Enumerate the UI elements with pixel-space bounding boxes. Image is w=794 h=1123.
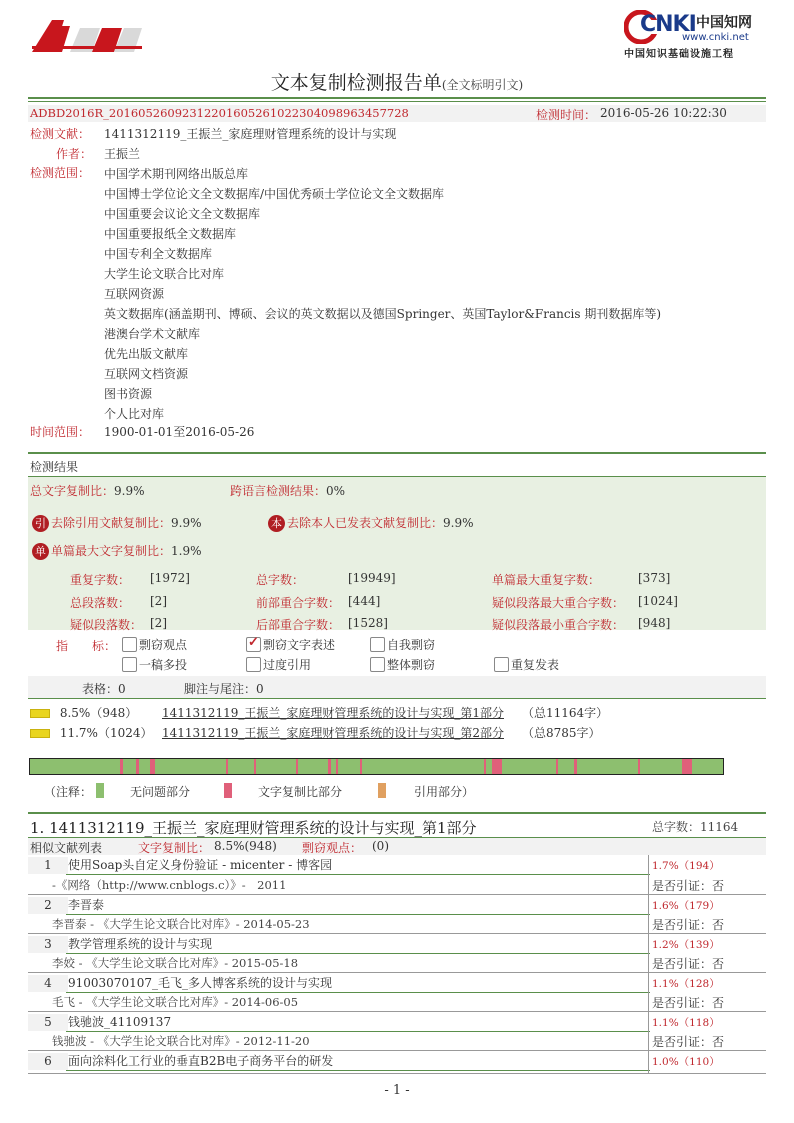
yin-icon: 引 — [32, 515, 49, 532]
cnki-logo — [624, 8, 764, 58]
indicator-text: 剽窃观点 — [139, 638, 188, 652]
copy-segment — [556, 759, 558, 774]
legend-ok-swatch — [96, 783, 104, 798]
copy-segment — [254, 759, 256, 774]
stat-label: 总字数： — [256, 573, 305, 587]
item-cite: 是否引证：否 — [652, 918, 725, 932]
header-divider — [28, 97, 766, 99]
checkbox[interactable] — [122, 637, 137, 652]
similar-item[interactable] — [28, 934, 766, 973]
indicator-text: 剽窃文字表述 — [263, 638, 336, 652]
cross-label: 跨语言检测结果： — [230, 484, 327, 498]
indicator-plag-view[interactable] — [122, 636, 187, 653]
stat-value: [1528] — [348, 616, 388, 630]
dan-label: 单篇最大文字复制比： — [51, 544, 172, 558]
time-label: 时间范围： — [30, 425, 91, 439]
stat-label: 总段落数： — [70, 596, 131, 610]
similar-item[interactable] — [28, 973, 766, 1012]
part-bar — [30, 729, 50, 738]
copy-segment — [682, 759, 692, 774]
indicator-text: 整体剽窃 — [387, 658, 436, 672]
scope-item: 个人比对库 — [104, 407, 165, 421]
check-time: 2016-05-26 10:22:30 — [600, 106, 727, 120]
page-number: - 1 - — [384, 1083, 410, 1098]
yin-value: 9.9% — [171, 516, 202, 530]
indicator-repeat-publish[interactable] — [494, 656, 559, 673]
legend-cite: 引用部分） — [414, 785, 475, 799]
checkbox[interactable] — [370, 657, 385, 672]
section1-total-words: 总字数：11164 — [652, 820, 739, 834]
item-cite: 是否引证：否 — [652, 996, 725, 1010]
copy-segment — [638, 759, 640, 774]
copy-segment — [136, 759, 139, 774]
copy-segment — [360, 759, 362, 774]
scope-item: 大学生论文联合比对库 — [104, 267, 225, 281]
scope-item: 英文数据库(涵盖期刊、博硕、会议的英文数据以及德国Springer、英国Taylor&Francis 期刊数据库等) — [104, 307, 662, 321]
copy-segment — [226, 759, 228, 774]
part-pct: 11.7%（1024） — [59, 726, 153, 740]
stat-label: 前部重合字数： — [256, 596, 341, 610]
cross-language-result — [230, 482, 345, 499]
stat-label: 疑似段落最大重合字数： — [492, 596, 625, 610]
item-number: 2 — [28, 897, 68, 914]
amlc-logo — [30, 18, 145, 54]
indicator-label: 指 标： — [56, 639, 117, 653]
item-number: 3 — [28, 936, 68, 953]
item-source: 李晋泰 - 《大学生论文联合比对库》- 2014-05-23 — [52, 917, 310, 931]
ben-icon: 本 — [268, 515, 285, 532]
yin-label: 去除引用文献复制比： — [51, 516, 172, 530]
cnki-cn-name: 中国知网 — [696, 15, 752, 31]
ben-value: 9.9% — [443, 516, 474, 530]
part-pct: 8.5%（948） — [59, 706, 138, 720]
item-cite: 是否引证：否 — [652, 1035, 725, 1049]
item-source: 毛飞 - 《大学生论文联合比对库》- 2014-06-05 — [52, 995, 299, 1009]
copy-segment — [484, 759, 486, 774]
part-link[interactable]: 1411312119_王振兰_家庭理财管理系统的设计与实现_第1部分 — [162, 706, 504, 720]
scope-label: 检测范围： — [30, 166, 91, 180]
doc-label: 检测文献： — [30, 127, 91, 141]
dan-icon: 单 — [32, 543, 49, 560]
item-number: 5 — [28, 1014, 68, 1031]
indicator-text: 一稿多投 — [139, 658, 188, 672]
section1-copy-label: 文字复制比： — [138, 841, 211, 855]
section1-copy-value: 8.5%(948) — [214, 839, 277, 853]
time-value: 1900-01-01至2016-05-26 — [104, 425, 255, 439]
checkbox-checked[interactable] — [246, 637, 261, 652]
item-title: 面向涂料化工行业的垂直B2B电子商务平台的研发 — [66, 1053, 650, 1071]
indicator-text: 重复发表 — [511, 658, 560, 672]
stat-label: 重复字数： — [70, 573, 131, 587]
indicator-text: 自我剽窃 — [387, 638, 436, 652]
stat-value: [1024] — [638, 594, 678, 608]
copy-segment — [336, 759, 338, 774]
item-title: 91003070107_毛飞_多人博客系统的设计与实现 — [66, 975, 650, 993]
similar-item[interactable] — [28, 1012, 766, 1051]
distribution-bar — [29, 758, 724, 775]
part-link[interactable]: 1411312119_王振兰_家庭理财管理系统的设计与实现_第2部分 — [162, 726, 504, 740]
cnki-url: www.cnki.net — [682, 32, 749, 43]
legend-cite-swatch — [378, 783, 386, 798]
legend-ok: 无问题部分 — [130, 785, 191, 799]
scope-item: 中国专利全文数据库 — [104, 247, 213, 261]
item-title: 教学管理系统的设计与实现 — [66, 936, 650, 954]
ben-label: 去除本人已发表文献复制比： — [287, 516, 444, 530]
report-id: ADBD2016R_20160526092312201605261022304098963457728 — [30, 106, 409, 120]
legend-copy-swatch — [224, 783, 232, 798]
scope-item: 优先出版文献库 — [104, 347, 189, 361]
report-title — [0, 68, 794, 95]
indicator-self-plag[interactable] — [370, 636, 435, 653]
checkbox[interactable] — [494, 657, 509, 672]
scope-item: 中国重要会议论文全文数据库 — [104, 207, 261, 221]
author-label: 作者： — [56, 147, 93, 161]
cnki-text: CNKI — [640, 12, 696, 37]
author-value: 王振兰 — [104, 147, 141, 161]
item-number: 4 — [28, 975, 68, 992]
cnki-slogan: 中国知识基础设施工程 — [624, 49, 734, 60]
part-row — [30, 704, 137, 721]
stat-value: [2] — [150, 594, 167, 608]
item-cite: 是否引证：否 — [652, 879, 725, 893]
item-pct: 1.7%（194） — [652, 860, 720, 872]
item-title: 钱驰波_41109137 — [66, 1014, 650, 1032]
item-source: -《网络（http://www.cnblogs.c）》- 2011 — [52, 878, 287, 892]
scope-item: 中国学术期刊网络出版总库 — [104, 167, 249, 181]
checkbox[interactable] — [370, 637, 385, 652]
indicator-whole-plag[interactable] — [370, 656, 435, 673]
similar-list — [28, 855, 766, 1074]
title-main: 文本复制检测报告单 — [270, 72, 442, 94]
ben-ratio — [268, 514, 474, 532]
similar-list-label: 相似文献列表 — [30, 841, 103, 855]
total-value: 9.9% — [114, 484, 145, 498]
indicator-plag-text[interactable] — [246, 636, 335, 653]
similar-item[interactable] — [28, 895, 766, 934]
scope-item: 图书资源 — [104, 387, 153, 401]
item-pct: 1.1%（128） — [652, 978, 720, 990]
part-bar — [30, 709, 50, 718]
stat-value: [2] — [150, 616, 167, 630]
total-label: 总文字复制比： — [30, 484, 115, 498]
title-note: (全文标明引文) — [441, 78, 524, 92]
check-time-label: 检测时间： — [536, 108, 597, 122]
stat-value: [19949] — [348, 571, 396, 585]
copy-segment — [574, 759, 577, 774]
similar-item[interactable] — [28, 1051, 766, 1074]
stat-label: 疑似段落数： — [70, 618, 143, 632]
doc-value: 1411312119_王振兰_家庭理财管理系统的设计与实现 — [104, 127, 397, 141]
item-number: 6 — [28, 1053, 68, 1070]
results-title: 检测结果 — [30, 460, 79, 474]
section1-title: 1. 1411312119_王振兰_家庭理财管理系统的设计与实现_第1部分 — [30, 819, 477, 837]
copy-segment — [492, 759, 502, 774]
item-pct: 1.1%（118） — [652, 1017, 720, 1029]
item-title: 使用Soap头自定义身份验证 - micenter - 博客园 — [66, 857, 650, 875]
stat-value: [948] — [638, 616, 671, 630]
item-pct: 1.0%（110） — [652, 1056, 720, 1068]
stat-label: 单篇最大重复字数： — [492, 573, 601, 587]
copy-segment — [120, 759, 123, 774]
table-count: 表格：0 — [82, 682, 126, 696]
total-copy-ratio — [30, 482, 145, 499]
indicator-text: 过度引用 — [263, 658, 312, 672]
copy-segment — [328, 759, 331, 774]
similar-item[interactable] — [28, 855, 766, 895]
stat-value: [1972] — [150, 571, 190, 585]
section1-plag-value: (0) — [372, 839, 389, 853]
part-total: （总11164字） — [522, 706, 609, 720]
yin-ratio — [32, 514, 202, 532]
scope-item: 互联网文档资源 — [104, 367, 189, 381]
item-cite: 是否引证：否 — [652, 957, 725, 971]
legend-note: （注释： — [44, 785, 93, 799]
scope-item: 中国博士学位论文全文数据库/中国优秀硕士学位论文全文数据库 — [104, 187, 445, 201]
copy-segment — [296, 759, 298, 774]
item-pct: 1.2%（139） — [652, 939, 720, 951]
item-pct: 1.6%（179） — [652, 900, 720, 912]
checkbox[interactable] — [246, 657, 261, 672]
stat-label: 疑似段落最小重合字数： — [492, 618, 625, 632]
legend-copy: 文字复制比部分 — [258, 785, 343, 799]
stat-value: [373] — [638, 571, 671, 585]
checkbox[interactable] — [122, 657, 137, 672]
scope-list — [104, 164, 661, 424]
indicator-multi-submit[interactable] — [122, 656, 187, 673]
dan-ratio — [32, 542, 202, 560]
item-source: 钱驰波 - 《大学生论文联合比对库》- 2012-11-20 — [52, 1034, 310, 1048]
item-number: 1 — [28, 857, 68, 874]
scope-item: 港澳台学术文献库 — [104, 327, 201, 341]
item-title: 李晋泰 — [66, 897, 650, 915]
stat-value: [444] — [348, 594, 381, 608]
stat-label: 后部重合字数： — [256, 618, 341, 632]
cross-value: 0% — [326, 484, 346, 498]
copy-segment — [150, 759, 155, 774]
scope-item: 互联网资源 — [104, 287, 165, 301]
scope-item: 中国重要报纸全文数据库 — [104, 227, 237, 241]
item-source: 李姣 - 《大学生论文联合比对库》- 2015-05-18 — [52, 956, 299, 970]
footnote-count: 脚注与尾注：0 — [184, 682, 264, 696]
dan-value: 1.9% — [171, 544, 202, 558]
part-total: （总8785字） — [522, 726, 601, 740]
section1-plag-label: 剽窃观点： — [302, 841, 363, 855]
part-row — [30, 724, 153, 741]
indicator-over-cite[interactable] — [246, 656, 311, 673]
